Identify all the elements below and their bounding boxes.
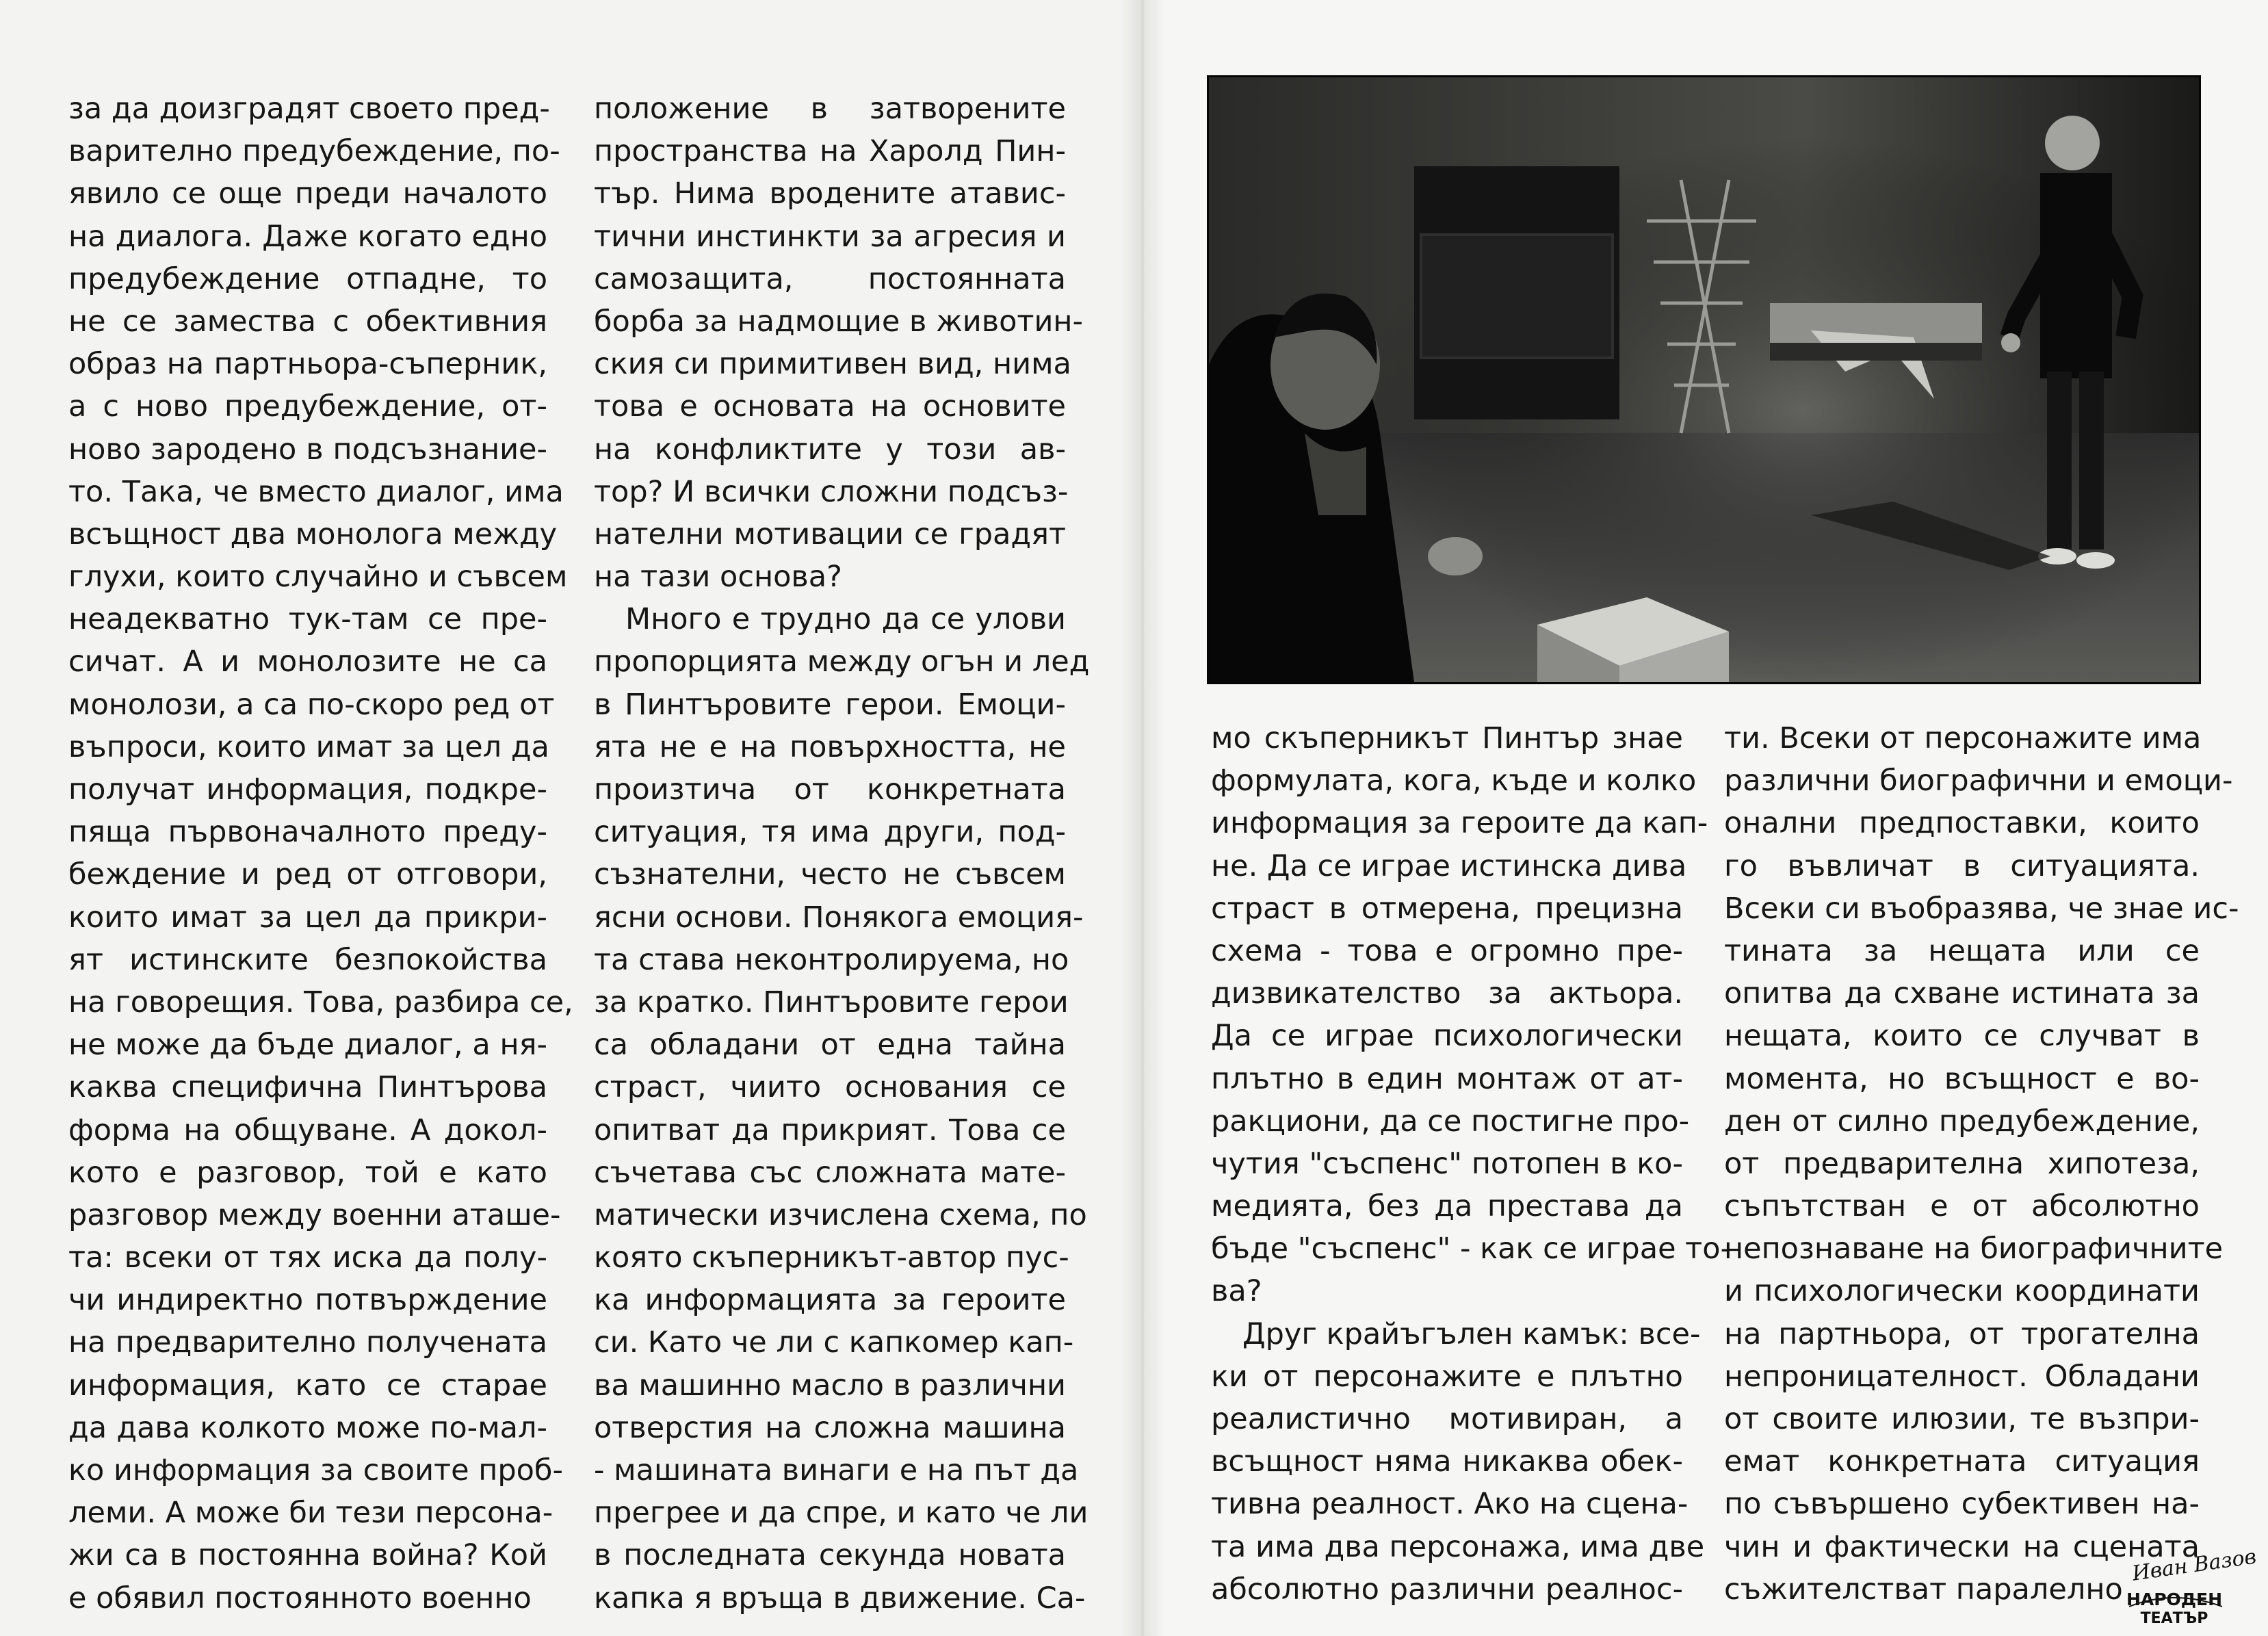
text-line: съзнателни, често не съвсем (594, 857, 1066, 892)
text-line: непознаване на биографичните (1724, 1232, 2224, 1267)
text-line: ракциони, да се постигне про- (1211, 1104, 1690, 1139)
text-line: които имат за цел да прикри- (68, 900, 547, 935)
text-line: е обявил постоянното военно (68, 1581, 532, 1615)
text-line: ва машинно масло в различни (594, 1368, 1066, 1403)
text-line: за кратко. Пинтъровите герои (594, 985, 1069, 1020)
logo-signature: Иван Вазов (2130, 1544, 2258, 1586)
text-line: емат конкретната ситуация (1724, 1444, 2200, 1479)
text-line: формулата, кога, къде и колко (1211, 764, 1697, 798)
text-line: мо скъперникът Пинтър знае (1211, 721, 1683, 755)
text-line: това е основата на основите (594, 389, 1066, 424)
text-line: нещата, които се случват в (1724, 1019, 2200, 1054)
national-theatre-logo (2120, 1544, 2258, 1630)
text-line: не се замества с обективния (68, 304, 547, 339)
text-line: го въвличат в ситуацията. (1724, 848, 2200, 883)
text-line: кото е разговор, той е като (68, 1155, 547, 1190)
text-line: от своите илюзии, те възпри- (1724, 1402, 2200, 1436)
text-line: в Пинтъровите герои. Емоци- (594, 687, 1066, 722)
text-line: опитват да прикрият. Това се (594, 1113, 1066, 1147)
text-line: тор? И всички сложни подсъз- (594, 474, 1069, 509)
text-line: не може да бъде диалог, а ня- (68, 1028, 547, 1063)
text-line: са обладани от една тайна (594, 1028, 1066, 1063)
text-line: чи индиректно потвърждение (68, 1283, 547, 1318)
text-line: варително предубеждение, по- (68, 134, 560, 169)
text-line: тични инстинкти за агресия и (594, 219, 1066, 254)
text-line: непроницателност. Обладани (1724, 1359, 2200, 1394)
text-line: онални предпоставки, които (1724, 806, 2200, 841)
text-line: на тази основа? (594, 560, 842, 595)
text-column-2 (594, 88, 1090, 1620)
text-line: отверстия на сложна машина (594, 1410, 1066, 1445)
text-line: Друг крайъгълен камък: все- (1242, 1316, 1701, 1351)
text-line: на партньора, от трогателна (1724, 1316, 2200, 1351)
text-line: ва? (1211, 1274, 1262, 1309)
text-line: Много е трудно да се улови (625, 602, 1066, 637)
text-line: ки от персонажите е плътно (1211, 1359, 1683, 1394)
text-line: плътно в един монтаж от ат- (1211, 1061, 1683, 1096)
text-line: ят истинските безпокойства (68, 942, 547, 977)
text-line: сичат. А и монолозите не са (68, 645, 547, 679)
text-line: чутия "съспенс" потопен в ко- (1211, 1146, 1683, 1181)
theatre-scene-photo (1207, 75, 2201, 684)
text-line: информация за героите да кап- (1211, 806, 1708, 841)
text-line: прегрее и да спре, и като че ли (594, 1496, 1089, 1531)
text-line: ко информация за своите проб- (68, 1453, 563, 1488)
text-line: получат информация, подкре- (68, 772, 547, 807)
text-line: ново зародено в подсъзнание- (68, 432, 547, 467)
text-line: медията, без да престава да (1211, 1189, 1683, 1224)
text-line: различни биографични и емоци- (1724, 764, 2233, 798)
text-line: не. Да се играе истинска дива (1211, 848, 1687, 883)
text-line: съжителстват паралелно (1724, 1572, 2123, 1607)
text-line: а с ново предубеждение, от- (68, 389, 547, 424)
text-line: леми. А може би тези персона- (68, 1496, 553, 1531)
text-line: ясни основи. Понякога емоция- (594, 900, 1084, 935)
text-line: положение в затворените (594, 92, 1066, 126)
text-line: всъщност няма никаква обек- (1211, 1444, 1683, 1479)
text-line: явило се още преди началото (68, 177, 547, 211)
text-line: абсолютно различни реалнос- (1211, 1572, 1683, 1607)
text-line: ситуация, тя има други, под- (594, 815, 1066, 850)
text-line: каква специфична Пинтърова (68, 1070, 547, 1105)
text-line: опитва да схване истината за (1724, 976, 2200, 1011)
text-line: пропорцията между огън и лед (594, 645, 1090, 679)
text-column-4 (1724, 717, 2239, 1611)
text-line: реалистично мотивиран, а (1211, 1402, 1683, 1436)
logo-line-1: НАРОДЕН (2126, 1589, 2223, 1609)
text-line: нателни мотивации се градят (594, 517, 1066, 551)
text-line: неадекватно тук-там се пре- (68, 602, 547, 637)
text-line: съпътстван е от абсолютно (1724, 1189, 2200, 1224)
text-line: момента, но всъщност е во- (1724, 1061, 2200, 1096)
text-line: глухи, които случайно и съвсем (68, 560, 568, 595)
text-line: схема - това е огромно пре- (1211, 933, 1683, 968)
logo-line-2: ТЕАТЪР (2140, 1610, 2208, 1627)
text-line: та: всеки от тях иска да полу- (68, 1241, 547, 1275)
text-line: да дава колкото може по-мал- (68, 1410, 547, 1445)
text-line: то. Така, че вместо диалог, има (68, 474, 564, 509)
text-column-3 (1211, 717, 1732, 1611)
text-line: матически изчислена схема, по (594, 1197, 1087, 1232)
text-line: тър. Нима вродените атавис- (594, 177, 1066, 211)
text-line: на конфликтите у този ав- (594, 432, 1066, 467)
text-line: капка я връща в движение. Са- (594, 1581, 1086, 1615)
text-line: предубеждение отпадне, то (68, 261, 547, 296)
text-line: чин и фактически на сцената (1724, 1529, 2200, 1564)
text-line: информация, като се старае (68, 1368, 547, 1403)
text-line: тината за нещата или се (1724, 933, 2200, 968)
text-line: тивна реалност. Ако на сцена- (1211, 1487, 1689, 1522)
text-line: ка информацията за героите (594, 1283, 1066, 1318)
text-line: на предварително получената (68, 1325, 547, 1360)
text-line: ти. Всеки от персонажите има (1724, 721, 2202, 755)
text-line: на диалога. Даже когато едно (68, 219, 547, 254)
text-line: бъде "съспенс" - как се играе то- (1211, 1232, 1732, 1267)
text-line: всъщност два монолога между (68, 517, 558, 551)
text-line: Всеки си въобразява, че знае ис- (1724, 891, 2239, 926)
text-line: пяща първоначалното преду- (68, 815, 547, 850)
text-line: ята не е на повърхността, не (594, 729, 1066, 764)
text-line: пространства на Харолд Пин- (594, 134, 1066, 169)
text-line: и психологически координати (1724, 1274, 2200, 1309)
text-line: за да доизградят своето пред- (68, 92, 550, 126)
text-line: беждение и ред от отговори, (68, 857, 547, 892)
book-gutter (1122, 0, 1163, 1636)
text-line: Да се играе психологически (1211, 1019, 1683, 1054)
text-line: разговор между военни аташе- (68, 1197, 561, 1232)
text-line: ския си примитивен вид, нима (594, 347, 1071, 382)
text-column-1 (68, 88, 573, 1620)
text-line: ден от силно предубеждение, (1724, 1104, 2200, 1139)
text-line: борба за надмощие в животин- (594, 304, 1084, 339)
text-line: самозащита, постоянната (594, 261, 1066, 296)
text-line: на говорещия. Това, разбира се, (68, 985, 573, 1020)
text-line: от предварителна хипотеза, (1724, 1146, 2200, 1181)
text-line: та има два персонажа, има две (1211, 1529, 1705, 1564)
text-line: произтича от конкретната (594, 772, 1066, 807)
text-line: страст в отмерена, прецизна (1211, 891, 1683, 926)
text-line: - машината винаги е на път да (594, 1453, 1079, 1488)
text-line: в последната секунда новата (594, 1538, 1066, 1573)
text-line: страст, чиито основания се (594, 1070, 1066, 1105)
text-line: та става неконтролируема, но (594, 942, 1069, 977)
text-line: образ на партньора-съперник, (68, 347, 547, 382)
text-line: си. Като че ли с капкомер кап- (594, 1325, 1074, 1360)
text-line: съчетава със сложната мате- (594, 1155, 1066, 1190)
text-line: която скъперникът-автор пус- (594, 1241, 1069, 1275)
text-line: дизвикателство за актьора. (1211, 976, 1683, 1011)
text-line: форма на общуване. А докол- (68, 1113, 547, 1147)
text-line: монолози, а са по-скоро ред от (68, 687, 555, 722)
text-line: въпроси, които имат за цел да (68, 729, 549, 764)
text-line: жи са в постоянна война? Кой (68, 1538, 547, 1573)
text-line: по съвършено субективен на- (1724, 1487, 2200, 1522)
